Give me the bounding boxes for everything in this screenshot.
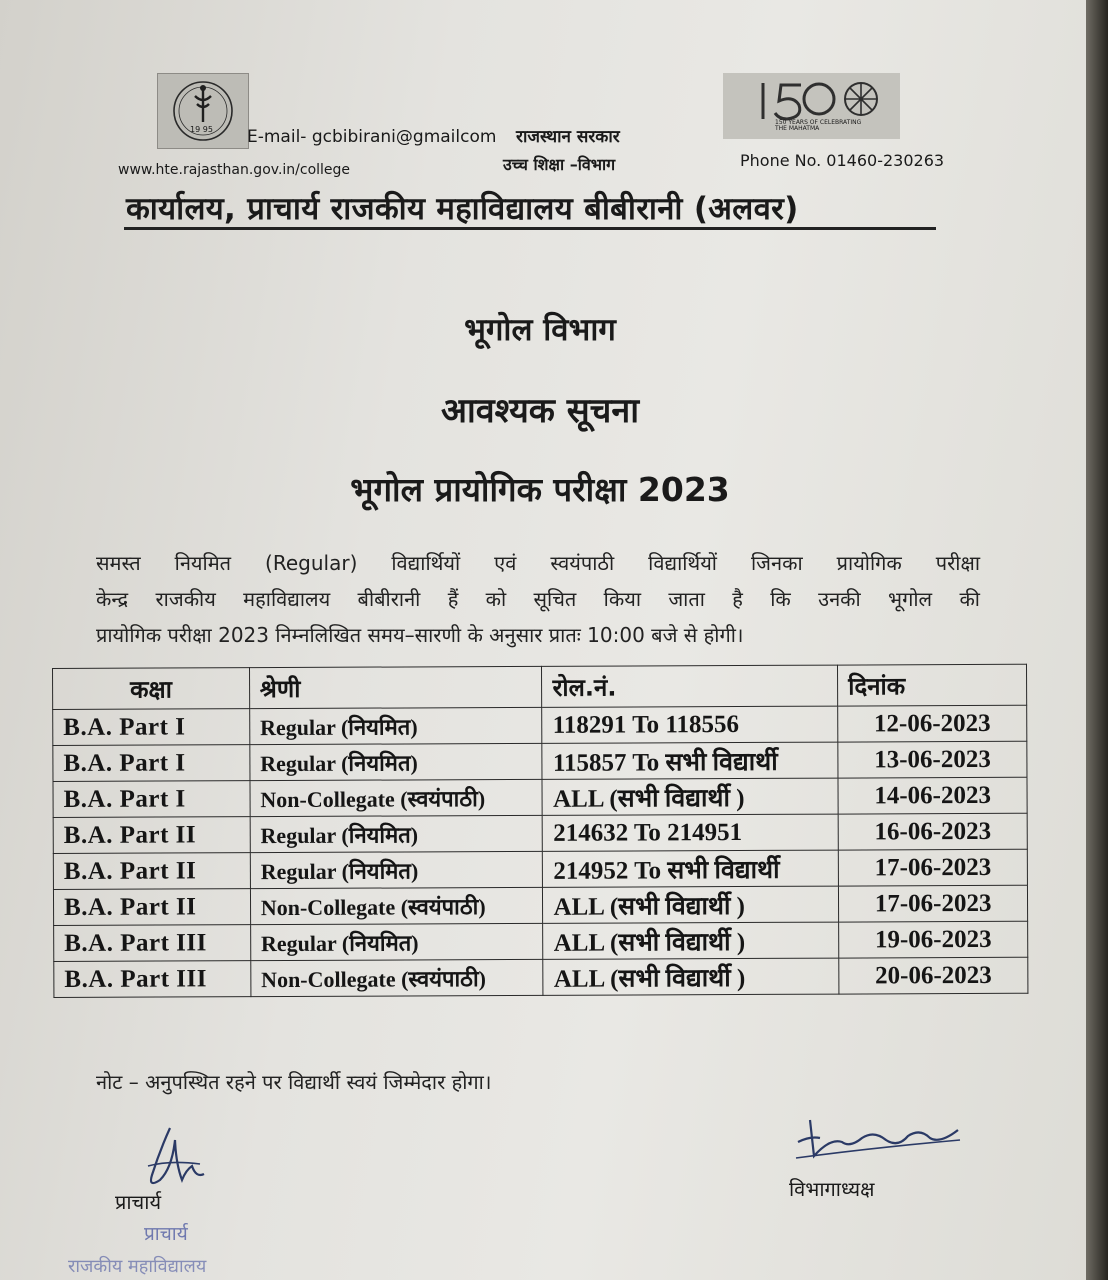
header-date: दिनांक	[838, 664, 1027, 706]
cell-date: 13-06-2023	[838, 741, 1027, 778]
page-edge-shadow	[1086, 0, 1108, 1280]
cell-class: B.A. Part I	[53, 745, 250, 782]
table-row	[53, 741, 1027, 781]
absence-note: नोट – अनुपस्थित रहने पर विद्यार्थी स्वयं जिम्मेदार होगा।	[96, 1070, 492, 1094]
cell-category: Regular (नियमित)	[249, 707, 542, 744]
table-row	[53, 885, 1027, 925]
cell-class: B.A. Part I	[53, 709, 250, 746]
cell-date: 12-06-2023	[838, 705, 1027, 742]
cell-date: 17-06-2023	[838, 849, 1027, 886]
government-name: राजस्थान सरकार	[516, 127, 620, 147]
hod-title: विभागाध्यक्ष	[789, 1177, 875, 1201]
hod-signature	[790, 1108, 970, 1166]
table-row	[54, 921, 1028, 961]
cell-roll: 214952 To सभी विद्यार्थी	[543, 850, 839, 887]
cell-category: Regular (नियमित)	[250, 923, 543, 960]
cell-date: 20-06-2023	[839, 957, 1028, 994]
exam-schedule-table	[52, 664, 1028, 998]
cell-roll: ALL (सभी विद्यार्थी )	[543, 886, 839, 923]
cell-category: Regular (नियमित)	[250, 743, 543, 780]
cell-date: 17-06-2023	[839, 885, 1028, 922]
cell-category: Non-Collegate (स्वयंपाठी)	[250, 779, 543, 816]
cell-class: B.A. Part I	[53, 781, 250, 818]
department-heading: भूगोल विभाग	[464, 312, 616, 348]
principal-title: प्राचार्य	[115, 1190, 162, 1214]
paragraph-line: केन्द्र राजकीय महाविद्यालय बीबीरानी हैं को सूचित किया जाता है कि उनकी भूगोल की	[96, 587, 980, 611]
cell-class: B.A. Part II	[53, 817, 250, 854]
principal-stamp	[60, 1218, 300, 1280]
mahatma-150-logo	[723, 73, 900, 139]
office-title: कार्यालय, प्राचार्य राजकीय महाविद्यालय बीबीरानी (अलवर)	[126, 191, 799, 227]
header-category: श्रेणी	[249, 666, 542, 708]
cell-roll: 118291 To 118556	[542, 706, 838, 743]
header-roll: रोल.नं.	[542, 665, 838, 707]
table-row	[54, 957, 1028, 997]
college-emblem-logo	[157, 73, 249, 149]
cell-roll: ALL (सभी विद्यार्थी )	[543, 958, 839, 995]
table-row	[53, 849, 1027, 889]
department-name: उच्च शिक्षा –विभाग	[503, 155, 616, 174]
website-url: www.hte.rajasthan.gov.in/college	[118, 162, 351, 178]
cell-category: Regular (नियमित)	[250, 851, 543, 888]
stamp-college: राजकीय महाविद्यालय	[68, 1256, 207, 1277]
table-row	[53, 813, 1027, 853]
cell-class: B.A. Part III	[54, 925, 251, 962]
emblem-year: 19 95	[190, 125, 213, 134]
notice-heading: आवश्यक सूचना	[440, 391, 640, 431]
cell-date: 19-06-2023	[839, 921, 1028, 958]
table-header-row	[53, 664, 1027, 709]
exam-heading: भूगोल प्रायोगिक परीक्षा 2023	[350, 470, 730, 509]
notice-paragraph	[96, 545, 980, 653]
cell-roll: ALL (सभी विद्यार्थी )	[543, 922, 839, 959]
cell-date: 14-06-2023	[838, 777, 1027, 814]
cell-category: Non-Collegate (स्वयंपाठी)	[250, 887, 543, 924]
cell-category: Non-Collegate (स्वयंपाठी)	[251, 959, 544, 996]
stamp-title: प्राचार्य	[144, 1223, 188, 1245]
cell-category: Regular (नियमित)	[250, 815, 543, 852]
cell-roll: ALL (सभी विद्यार्थी )	[542, 778, 838, 815]
cell-class: B.A. Part II	[53, 889, 250, 926]
table-row	[53, 705, 1027, 745]
header-class: कक्षा	[53, 668, 250, 710]
cell-class: B.A. Part II	[53, 853, 250, 890]
paragraph-line: प्रायोगिक परीक्षा 2023 निम्नलिखित समय–सारणी के अनुसार प्रातः 10:00 बजे से होगी।	[96, 623, 744, 647]
paragraph-line: समस्त नियमित (Regular) विद्यार्थियों एवं स्वयंपाठी विद्यार्थियों जिनका प्रायोगिक परीक्षा	[96, 551, 980, 575]
phone-number: Phone No. 01460-230263	[740, 151, 945, 170]
title-underline	[124, 227, 936, 230]
logo-caption: 150 YEARS OF CELEBRATING THE MAHATMA	[775, 119, 862, 132]
table-row	[53, 777, 1027, 817]
cell-class: B.A. Part III	[54, 961, 251, 998]
cell-date: 16-06-2023	[838, 813, 1027, 850]
email-address: E-mail- gcbibirani@gmailcom	[247, 127, 497, 147]
cell-roll: 115857 To सभी विद्यार्थी	[542, 742, 838, 779]
cell-roll: 214632 To 214951	[543, 814, 839, 851]
